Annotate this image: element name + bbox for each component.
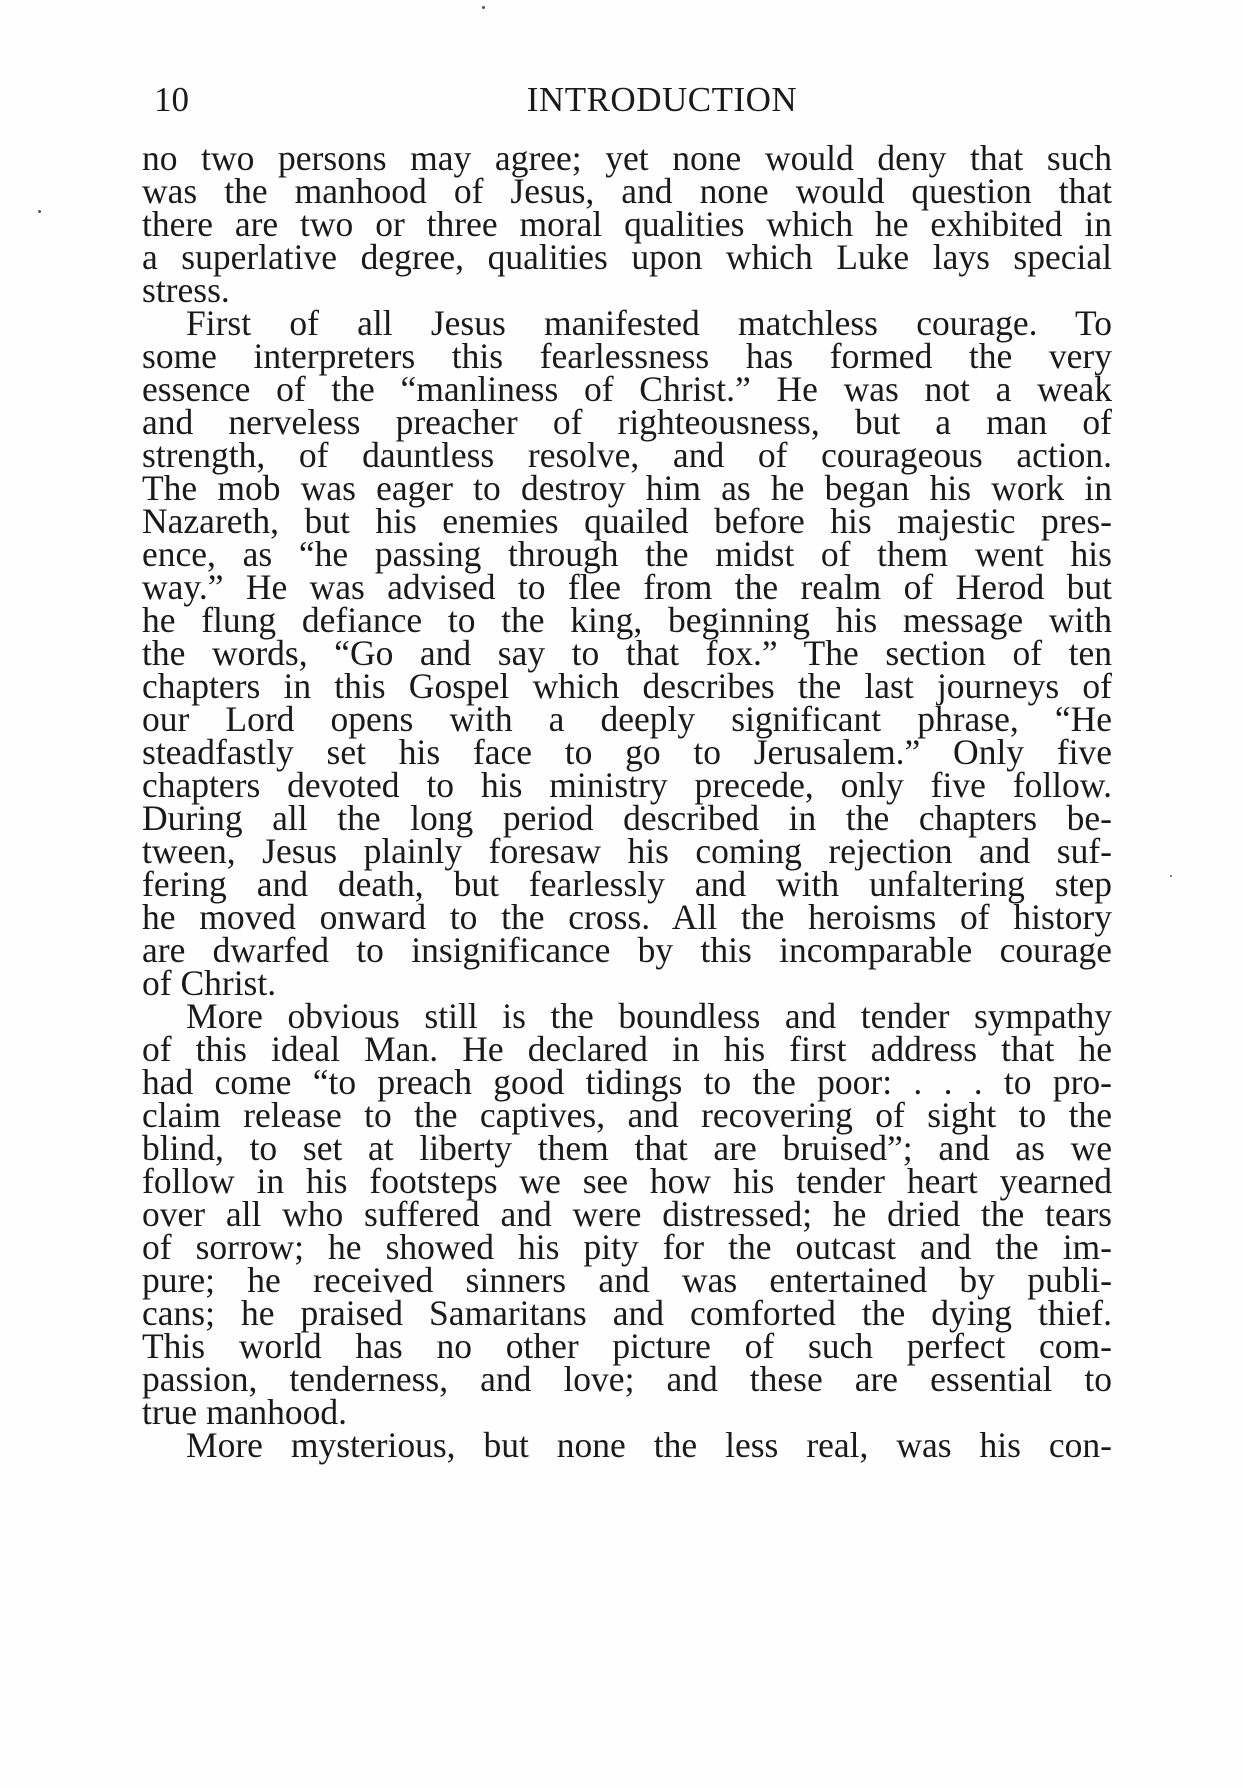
text-line: chapters devoted to his ministry precede, only five follow. bbox=[142, 765, 1112, 805]
text-line: More obvious still is the boundless and tender sympathy bbox=[186, 996, 1112, 1036]
text-line: true manhood. bbox=[142, 1392, 348, 1432]
text-line: the words, “Go and say to that fox.” The section of ten bbox=[142, 633, 1112, 673]
text-line: First of all Jesus manifested matchless courage. To bbox=[186, 303, 1112, 343]
section-title: INTRODUCTION bbox=[526, 80, 798, 119]
print-speck bbox=[38, 210, 41, 213]
text-line: of Christ. bbox=[142, 963, 277, 1003]
text-line: pure; he received sinners and was entertained by publi- bbox=[142, 1260, 1112, 1300]
text-line: over all who suffered and were distressed; he dried the tears bbox=[142, 1194, 1112, 1234]
text-line: tween, Jesus plainly foresaw his coming rejection and suf- bbox=[142, 831, 1112, 871]
text-line: no two persons may agree; yet none would deny that such bbox=[142, 138, 1112, 178]
text-line: our Lord opens with a deeply significant phrase, “He bbox=[142, 699, 1112, 739]
text-line: of this ideal Man. He declared in his first address that he bbox=[142, 1029, 1112, 1069]
text-line: blind, to set at liberty them that are bruised”; and as we bbox=[142, 1128, 1112, 1168]
text-line: some interpreters this fearlessness has formed the very bbox=[142, 336, 1112, 376]
text-line: ence, as “he passing through the midst of them went his bbox=[142, 534, 1112, 574]
text-line: The mob was eager to destroy him as he began his work in bbox=[142, 468, 1112, 508]
text-line: This world has no other picture of such perfect com- bbox=[142, 1326, 1112, 1366]
text-line: claim release to the captives, and recovering of sight to the bbox=[142, 1095, 1112, 1135]
text-line: More mysterious, but none the less real, was his con- bbox=[186, 1425, 1112, 1465]
text-line: chapters in this Gospel which describes the last journeys of bbox=[142, 666, 1112, 706]
print-speck bbox=[1170, 875, 1172, 877]
page-number: 10 bbox=[154, 80, 189, 119]
text-line: strength, of dauntless resolve, and of courageous action. bbox=[142, 435, 1112, 475]
text-line: steadfastly set his face to go to Jerusalem.” Only five bbox=[142, 732, 1112, 772]
text-line: fering and death, but fearlessly and with unfaltering step bbox=[142, 864, 1112, 904]
text-line: cans; he praised Samaritans and comforted the dying thief. bbox=[142, 1293, 1112, 1333]
text-line: a superlative degree, qualities upon which Luke lays special bbox=[142, 237, 1112, 277]
text-line: he moved onward to the cross. All the heroisms of history bbox=[142, 897, 1112, 937]
running-head bbox=[154, 78, 1112, 122]
text-line: passion, tenderness, and love; and these are essential to bbox=[142, 1359, 1112, 1399]
text-line: follow in his footsteps we see how his tender heart yearned bbox=[142, 1161, 1112, 1201]
text-line: of sorrow; he showed his pity for the outcast and the im- bbox=[142, 1227, 1112, 1267]
text-line: he flung defiance to the king, beginning his message with bbox=[142, 600, 1112, 640]
text-line: Nazareth, but his enemies quailed before his majestic pres- bbox=[142, 501, 1112, 541]
text-line: are dwarfed to insignificance by this incomparable courage bbox=[142, 930, 1112, 970]
text-line: During all the long period described in the chapters be- bbox=[142, 798, 1112, 838]
text-line: there are two or three moral qualities which he exhibited in bbox=[142, 204, 1112, 244]
text-line: and nerveless preacher of righteousness, but a man of bbox=[142, 402, 1112, 442]
text-line: essence of the “manliness of Christ.” He was not a weak bbox=[142, 369, 1112, 409]
text-line: way.” He was advised to flee from the realm of Herod but bbox=[142, 567, 1112, 607]
print-speck bbox=[482, 6, 485, 9]
text-line: had come “to preach good tidings to the poor: . . . to pro- bbox=[142, 1062, 1112, 1102]
text-line: stress. bbox=[142, 270, 230, 310]
text-line: was the manhood of Jesus, and none would question that bbox=[142, 171, 1112, 211]
